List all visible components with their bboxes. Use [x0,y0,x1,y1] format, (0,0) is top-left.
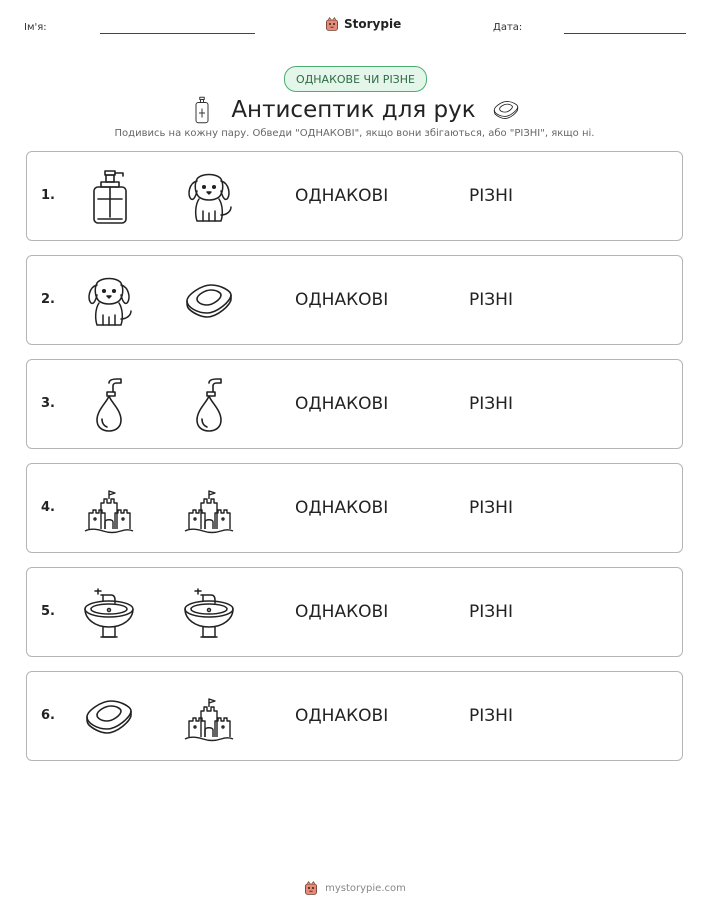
sink-icon [179,583,239,643]
puppy-icon [79,271,139,331]
exercise-row [26,359,683,449]
soap-bar-title-icon [490,94,522,126]
name-input-line[interactable] [100,33,255,34]
exercise-row [26,671,683,761]
droplet-icon [79,375,139,435]
footer-site: mystorypie.com [325,882,406,894]
soap-bar-icon [179,271,239,331]
row-number: 1. [41,188,55,203]
name-label: Ім'я: [24,22,47,33]
row-number: 4. [41,500,55,515]
instructions: Подивись на кожну пару. Обведи "ОДНАКОВІ", якщо вони збігаються, або "РІЗНІ", якщо ні. [114,128,595,139]
option-same[interactable]: ОДНАКОВІ [295,602,389,622]
option-different[interactable]: РІЗНІ [469,290,513,310]
storypie-footer-logo-icon [303,880,319,896]
storypie-logo-icon [324,16,340,32]
droplet-icon [179,375,239,435]
row-number: 5. [41,604,55,619]
soap-bar-icon [79,687,139,747]
brand-logo [324,16,401,32]
header-bar [24,16,686,38]
soap-dispenser-icon [79,167,139,227]
exercise-row [26,255,683,345]
brand-name: Storypie [344,17,402,31]
row-number: 3. [41,396,55,411]
option-same[interactable]: ОДНАКОВІ [295,186,389,206]
sandcastle-icon [179,687,239,747]
option-different[interactable]: РІЗНІ [469,498,513,518]
option-different[interactable]: РІЗНІ [469,602,513,622]
title-row [0,92,709,128]
category-badge: ОДНАКОВЕ ЧИ РІЗНЕ [284,66,427,92]
row-number: 6. [41,708,55,723]
option-different[interactable]: РІЗНІ [469,186,513,206]
option-different[interactable]: РІЗНІ [469,706,513,726]
hand-sanitizer-title-icon [187,93,217,127]
sandcastle-icon [79,479,139,539]
footer [0,880,709,896]
option-same[interactable]: ОДНАКОВІ [295,290,389,310]
exercise-row [26,463,683,553]
option-same[interactable]: ОДНАКОВІ [295,394,389,414]
sink-icon [79,583,139,643]
page-title: Антисептик для рук [231,97,476,123]
puppy-icon [179,167,239,227]
sandcastle-icon [179,479,239,539]
date-label: Дата: [493,22,523,33]
exercise-row [26,567,683,657]
option-different[interactable]: РІЗНІ [469,394,513,414]
date-input-line[interactable] [564,33,686,34]
exercise-row [26,151,683,241]
row-number: 2. [41,292,55,307]
option-same[interactable]: ОДНАКОВІ [295,498,389,518]
option-same[interactable]: ОДНАКОВІ [295,706,389,726]
